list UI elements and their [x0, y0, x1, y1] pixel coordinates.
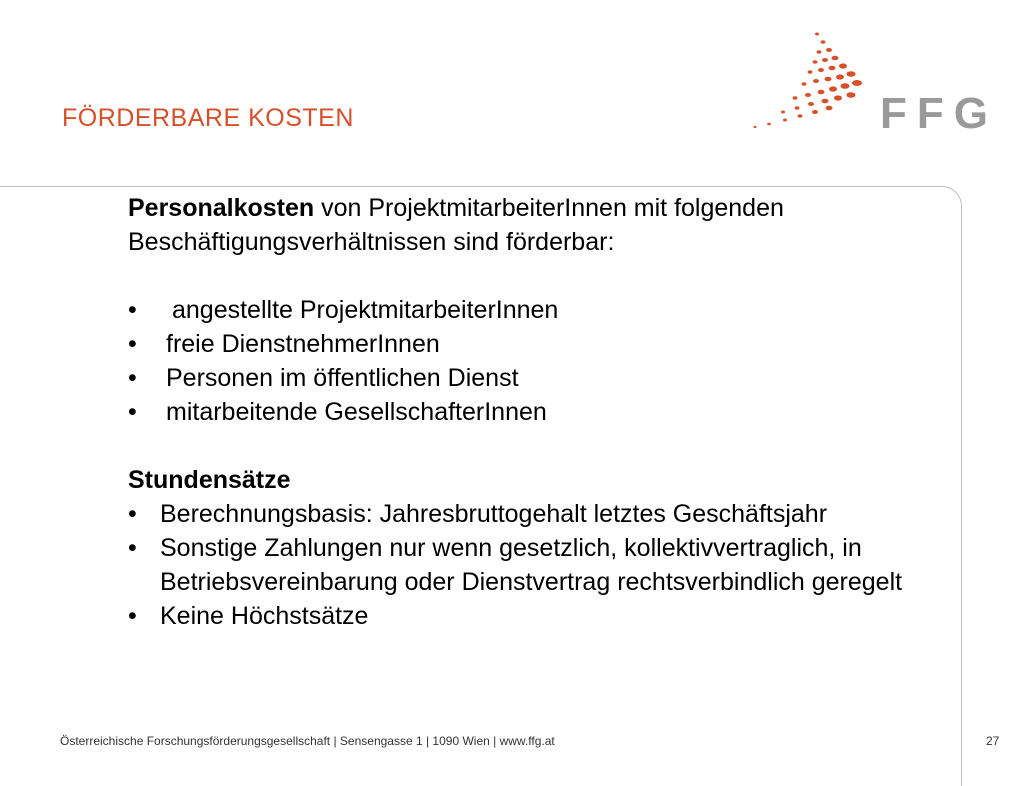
- bullet-icon: •: [128, 534, 137, 562]
- employment-list: [128, 293, 928, 429]
- list-item-text: Keine Höchstsätze: [160, 602, 369, 630]
- bullet-icon: •: [128, 296, 137, 324]
- list-item-text: Personen im öffentlichen Dienst: [166, 364, 519, 392]
- ffg-logo: [745, 28, 998, 138]
- list-item: [128, 361, 928, 395]
- list-item-text: Sonstige Zahlungen nur wenn gesetzlich, kollektivvertraglich, in Betriebsvereinbarung oder Dienstvertrag rechtsverbindlich geregelt: [160, 534, 903, 596]
- slide-title: FÖRDERBARE KOSTEN: [62, 104, 354, 132]
- footer-text: Österreichische Forschungsförderungsgesellschaft | Sensengasse 1 | 1090 Wien | www.ffg.at: [60, 734, 555, 748]
- list-item-text: Berechnungsbasis: Jahresbruttogehalt letztes Geschäftsjahr: [160, 500, 828, 528]
- list-item: [128, 531, 928, 599]
- rates-list: [128, 497, 928, 633]
- logo-dots-icon: [754, 33, 863, 129]
- slide-body: [128, 191, 928, 633]
- bullet-icon: •: [128, 398, 137, 426]
- intro-paragraph: [128, 191, 928, 259]
- list-item: [128, 293, 928, 327]
- intro-bold: Personalkosten: [128, 194, 315, 222]
- bullet-icon: •: [128, 330, 137, 358]
- intro-rest: von ProjektmitarbeiterInnen mit folgenden Beschäftigungsverhältnissen sind förderbar:: [128, 194, 784, 256]
- list-item-text: mitarbeitende GesellschafterInnen: [166, 398, 547, 426]
- list-item: [128, 599, 928, 633]
- list-item: [128, 497, 928, 531]
- page-number: 27: [986, 734, 1000, 748]
- bullet-icon: •: [128, 364, 137, 392]
- list-item-text: freie DienstnehmerInnen: [166, 330, 440, 358]
- bullet-icon: •: [128, 602, 137, 630]
- list-item: [128, 327, 928, 361]
- logo-text: FFG: [880, 89, 998, 138]
- list-item-text: angestellte ProjektmitarbeiterInnen: [172, 296, 559, 324]
- bullet-icon: •: [128, 500, 137, 528]
- list-item: [128, 395, 928, 429]
- rates-heading: Stundensätze: [128, 466, 291, 494]
